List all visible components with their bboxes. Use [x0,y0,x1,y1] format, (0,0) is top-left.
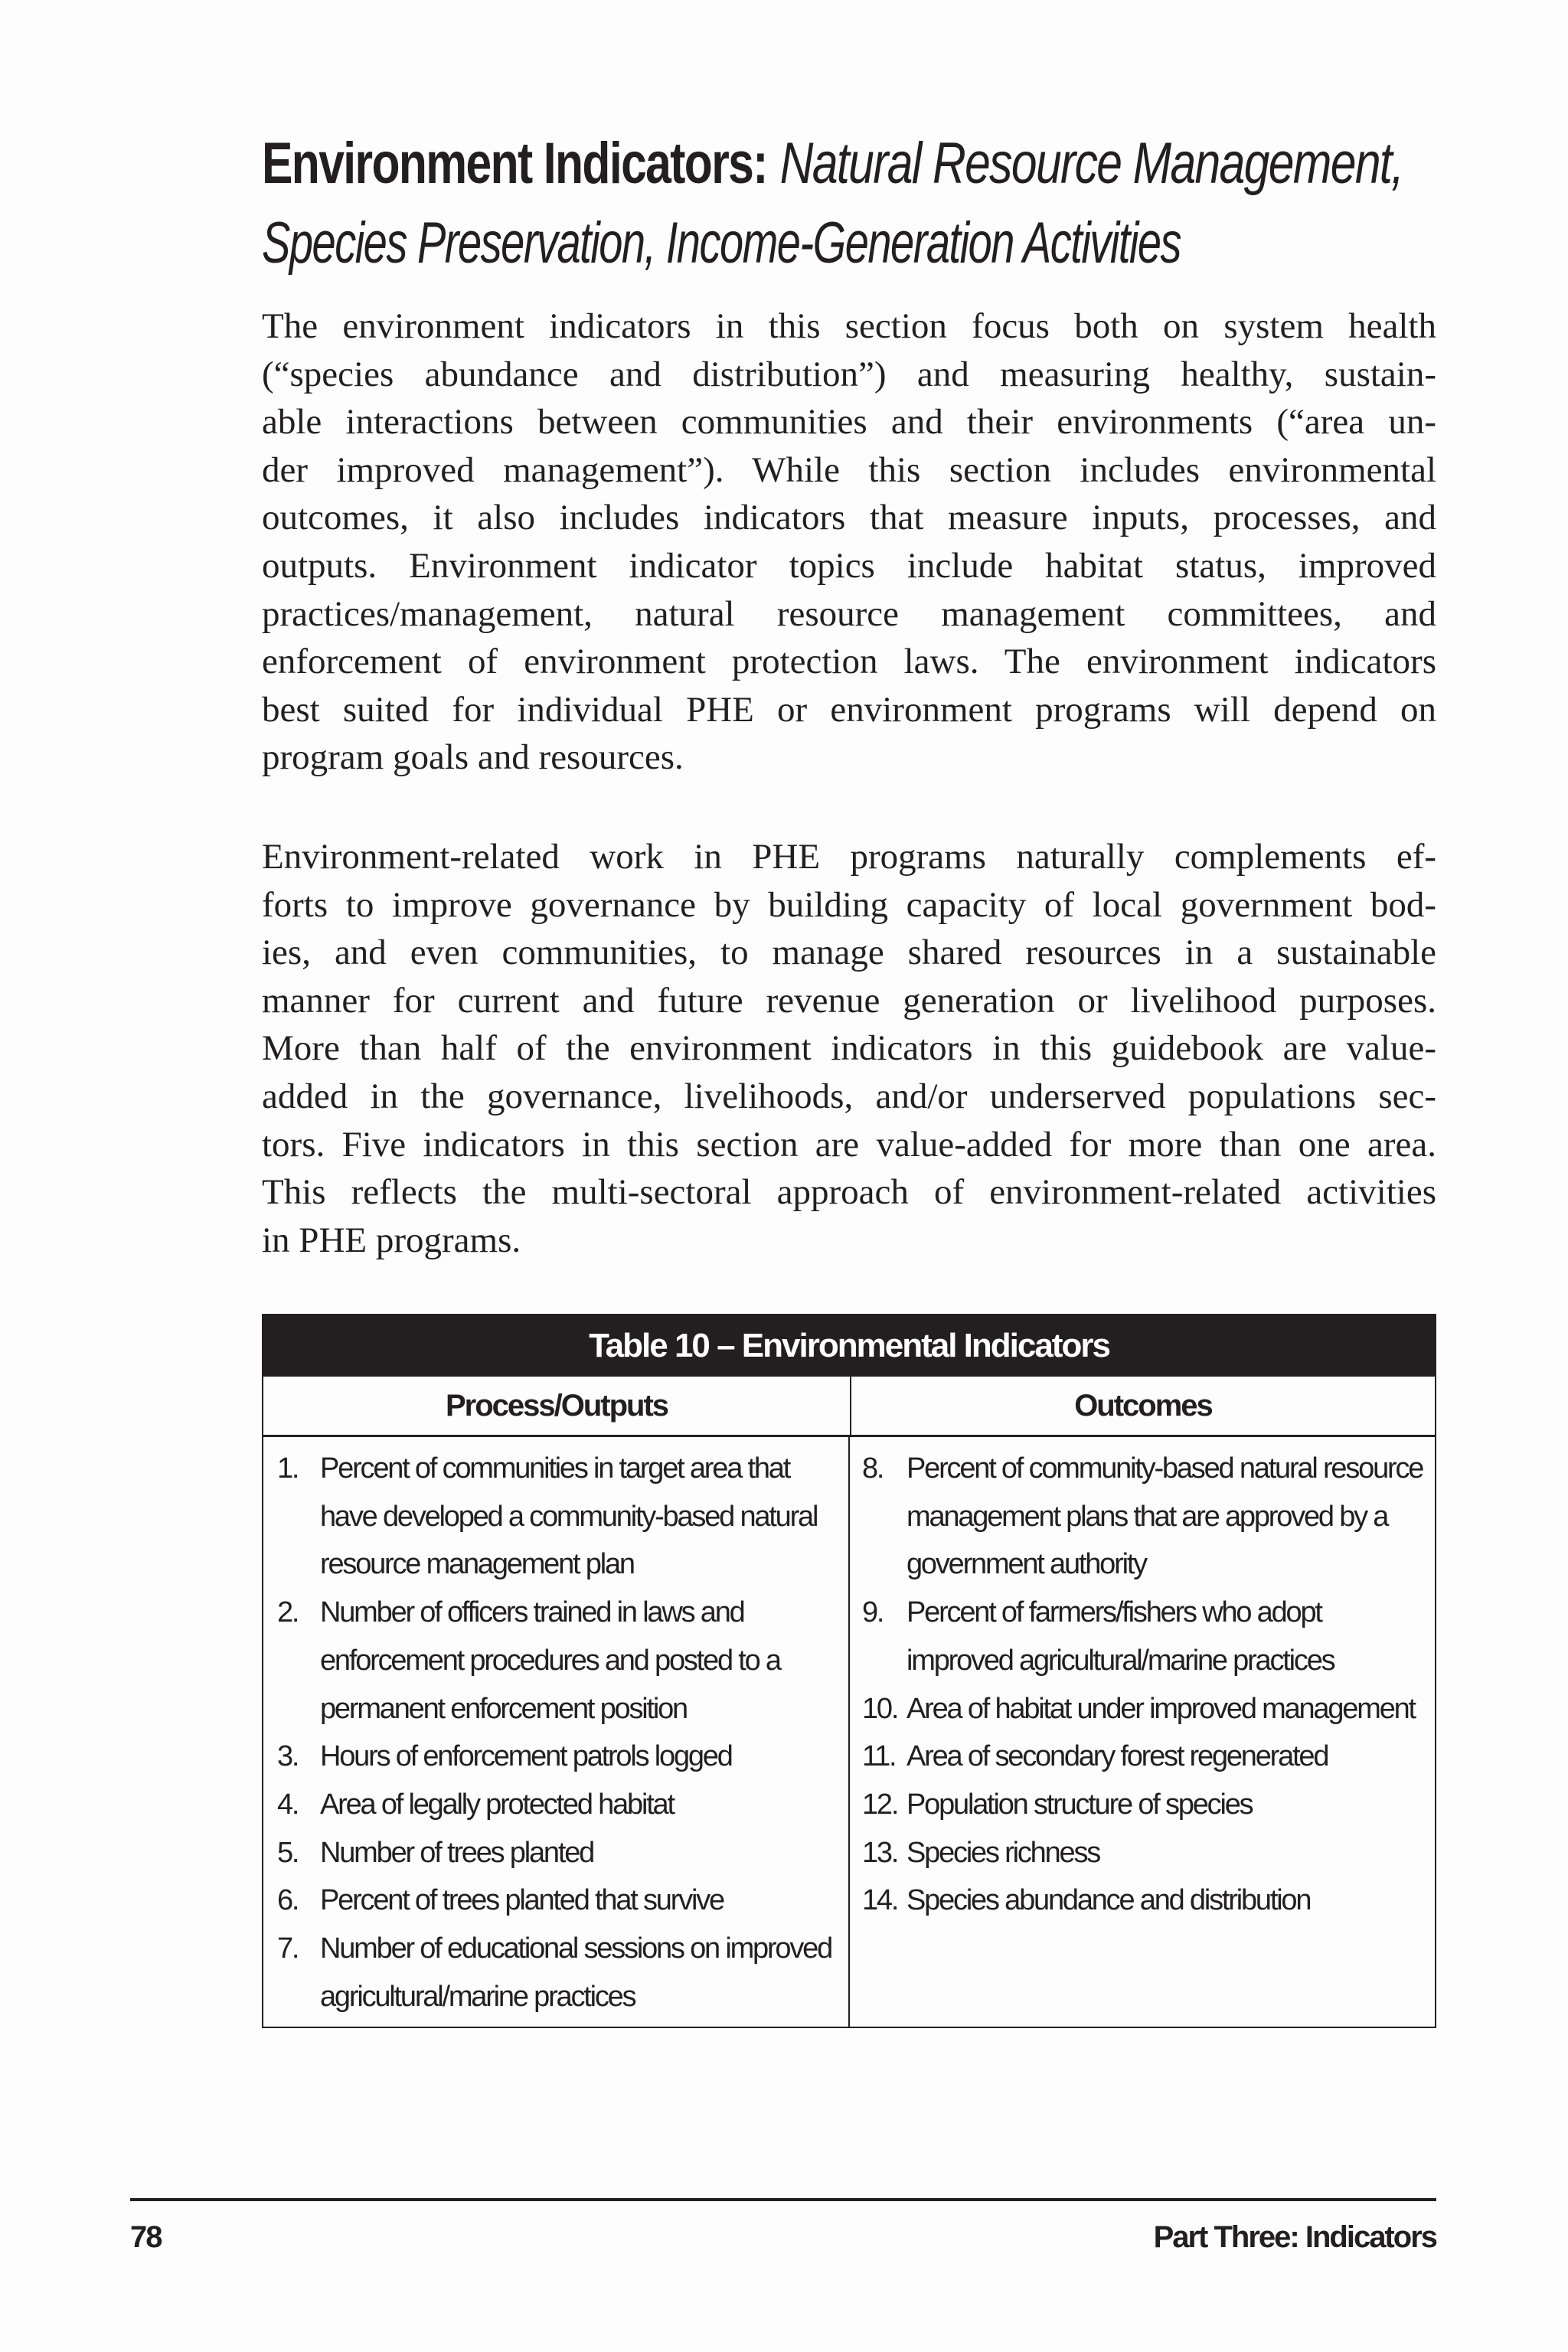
outcomes-list [850,1437,1435,2027]
paragraph-line: added in the governance, livelihoods, and/or underserved populations sec- [262,1076,1436,1116]
heading-line-1 [262,124,1403,204]
indicator-item [263,1733,848,1781]
indicator-item [263,1781,848,1829]
paragraph-line: der improved management”). While this section includes environmental [262,449,1436,490]
indicator-text [906,1733,1435,1781]
indicator-text-line: Percent of community-based natural resource [906,1452,1423,1485]
indicator-text-line: Area of secondary forest regenerated [906,1740,1328,1773]
indicator-text-line: improved agricultural/marine practices [906,1644,1334,1677]
indicator-item [850,1445,1435,1589]
heading-bold: Environment Indicators: [262,131,767,196]
indicator-number: 3. [277,1740,299,1773]
indicator-text-line: Species richness [906,1836,1100,1869]
section-label: Part Three: Indicators [1153,2220,1436,2254]
indicator-text-line: management plans that are approved by a [906,1500,1388,1533]
indicator-number: 6. [277,1884,299,1917]
indicator-number: 9. [862,1596,884,1629]
indicator-text [906,1445,1435,1589]
indicator-number: 14. [862,1884,898,1917]
table-title: Table 10 – Environmental Indicators [263,1315,1435,1377]
paragraph-line: tors. Five indicators in this section are value-added for more than one area. [262,1124,1436,1165]
footer-divider [130,2198,1436,2201]
indicator-text-line: Area of habitat under improved management [906,1692,1415,1725]
column-header-outcomes: Outcomes [1074,1388,1212,1423]
second-paragraph [262,833,1436,1264]
indicator-text [320,1445,848,1589]
indicator-text-line: enforcement procedures and posted to a [320,1644,780,1677]
environmental-indicators-table [262,1314,1436,2028]
indicator-item [263,1829,848,1877]
indicator-text-line: Percent of farmers/fishers who adopt [906,1596,1321,1629]
paragraph-line: outputs. Environment indicator topics include habitat status, improved [262,545,1436,586]
indicator-item [850,1877,1435,1925]
indicator-text [320,1877,848,1925]
indicator-number: 12. [862,1788,898,1821]
paragraph-line: outcomes, it also includes indicators that measure inputs, processes, and [262,498,1436,538]
indicator-text [906,1781,1435,1829]
indicator-text-line: have developed a community-based natural [320,1500,818,1533]
indicator-item [263,1925,848,2020]
indicator-number: 1. [277,1452,299,1485]
paragraph-line: enforcement of environment protection laws. The environment indicators [262,642,1436,682]
page-number: 78 [130,2220,162,2254]
indicator-item [850,1781,1435,1829]
indicator-text [906,1589,1435,1684]
indicator-text-line: Hours of enforcement patrols logged [320,1740,732,1773]
indicator-text [906,1829,1435,1877]
indicator-item [263,1589,848,1733]
indicator-number: 8. [862,1452,884,1485]
indicator-text [320,1781,848,1829]
paragraph-line: ies, and even communities, to manage shared resources in a sustainable [262,933,1436,973]
indicator-number: 11. [862,1740,896,1773]
indicator-text-line: Number of officers trained in laws and [320,1596,744,1629]
intro-paragraph [262,302,1436,782]
indicator-text-line: Area of legally protected habitat [320,1788,674,1821]
indicator-text-line: Percent of communities in target area that [320,1452,790,1485]
indicator-text-line: Population structure of species [906,1788,1253,1821]
indicator-text [320,1925,848,2020]
indicator-text [320,1829,848,1877]
paragraph-line: This reflects the multi-sectoral approach of environment-related activities [262,1172,1436,1213]
paragraph-line: The environment indicators in this section focus both on system health [262,306,1436,346]
table-column-headers [263,1377,1435,1437]
process-outputs-list [263,1437,850,2027]
indicator-text-line: resource management plan [320,1548,634,1581]
indicator-text-line: Number of trees planted [320,1836,594,1869]
indicator-number: 4. [277,1788,299,1821]
paragraph-line: program goals and resources. [262,737,684,778]
indicator-text [906,1877,1435,1925]
indicator-item [263,1877,848,1925]
indicator-number: 10. [862,1692,898,1725]
indicator-text-line: government authority [906,1548,1146,1581]
paragraph-line: best suited for individual PHE or environment programs will depend on [262,689,1436,730]
indicator-item [850,1829,1435,1877]
indicator-text [320,1589,848,1733]
heading-italic-2: Species Preservation, Income-Generation Activities [262,211,1181,276]
heading-italic-1: Natural Resource Management, [779,131,1403,196]
paragraph-line: able interactions between communities and their environments (“area un- [262,402,1436,443]
indicator-text-line: agricultural/marine practices [320,1980,635,2013]
paragraph-line: Environment-related work in PHE programs naturally complements ef- [262,837,1436,877]
paragraph-line: (“species abundance and distribution”) and measuring healthy, sustain- [262,354,1436,394]
indicator-number: 2. [277,1596,299,1629]
indicator-text-line: Number of educational sessions on improved [320,1932,832,1965]
indicator-text-line: Species abundance and distribution [906,1884,1311,1917]
indicator-number: 5. [277,1836,299,1869]
column-header-process-outputs: Process/Outputs [263,1377,851,1435]
indicator-item [850,1589,1435,1684]
paragraph-line: forts to improve governance by building capacity of local government bod- [262,884,1436,925]
indicator-text [906,1685,1435,1733]
indicator-item [850,1733,1435,1781]
paragraph-line: More than half of the environment indicators in this guidebook are value- [262,1028,1436,1069]
indicator-number: 13. [862,1836,898,1869]
indicator-text [320,1733,848,1781]
indicator-item [263,1445,848,1589]
indicator-item [850,1685,1435,1733]
indicator-number: 7. [277,1932,299,1965]
indicator-text-line: permanent enforcement position [320,1692,687,1725]
paragraph-line: in PHE programs. [262,1220,521,1260]
page-heading [262,124,1456,283]
indicator-text-line: Percent of trees planted that survive [320,1884,724,1917]
paragraph-line: manner for current and future revenue generation or livelihood purposes. [262,980,1436,1021]
paragraph-line: practices/management, natural resource management committees, and [262,593,1436,634]
